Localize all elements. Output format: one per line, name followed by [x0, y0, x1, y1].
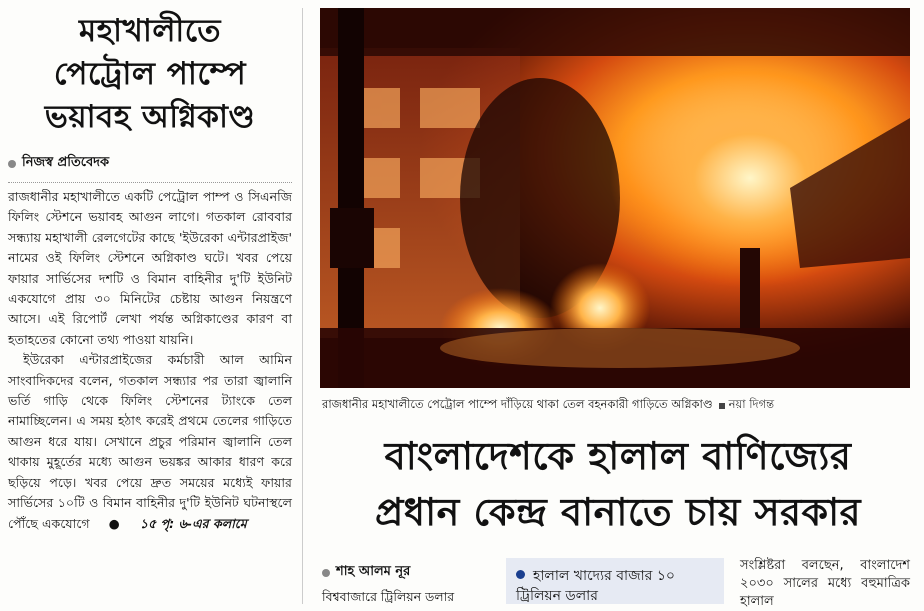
caption-text: রাজধানীর মহাখালীতে পেট্রোল পাম্পে দাঁড়িয়ে থাকা তেল বহনকারী গাড়িতে অগ্নিকাণ্ড	[322, 397, 713, 411]
pull-quote-text: হালাল খাদ্যের বাজার ১০ ট্রিলিয়ন ডলার	[516, 568, 676, 604]
blue-bullet-icon	[516, 570, 525, 579]
left-story-headline[interactable]	[8, 8, 292, 139]
fire-scene-image	[320, 8, 910, 388]
pull-quote-box	[506, 558, 724, 604]
paragraph-text: ইউরেকা এন্টারপ্রাইজের কর্মচারী আল আমিন সাংবাদিকদের বলেন, গতকাল সন্ধ্যার পর তারা জ্বালানি ভর্তি গাড়ি থেকে ফিলিং স্টেশনের ট্যাংকে তেল নামাচ্ছিলেন। এ সময় হঠাৎ করেই প্রথমে তেলের গাড়িতে আগুন ধরে যায়। সেখানে প্রচুর পরিমান জ্বালানি তেল থাকায় মুহূর্তের মধ্যে আগুন ভয়ঙ্কর আকার ধারণ করে ছড়িয়ে পড়ে। খবর পেয়ে দ্রুত সময়ের মধ্যেই ফায়ার সার্ভিসের ১০টি ও বিমান বাহিনীর দু'টি ইউনিট ঘটনাস্থলে পৌঁছে একযোগে	[8, 352, 292, 531]
main-story-byline	[322, 562, 410, 583]
headline-line: বাংলাদেশকে হালাল বাণিজ্যের	[384, 433, 852, 478]
photo-credit	[719, 396, 774, 415]
credit-square-icon	[719, 403, 725, 409]
bullet-icon	[322, 569, 330, 577]
main-story-right-column: সংশ্লিষ্টরা বলছেন, বাংলাদেশ ২০৩০ সালের মধ্যে বহুমাত্রিক হালাল	[740, 558, 910, 609]
fire-photo[interactable]	[320, 8, 910, 388]
divider	[8, 182, 292, 183]
photo-caption	[322, 396, 912, 415]
left-story-body	[8, 187, 292, 534]
byline-text: শাহ আলম নূর	[336, 564, 411, 579]
main-story-body-start: বিশ্ববাজারে ট্রিলিয়ন ডলার	[322, 589, 455, 604]
main-story-headline[interactable]	[318, 428, 918, 540]
headline-line: প্রধান কেন্দ্র বানাতে চায় সরকার	[374, 489, 862, 534]
credit-text: নয়া দিগন্ত	[728, 397, 775, 411]
continued-marker-icon: ●	[108, 515, 120, 531]
continued-link[interactable]	[94, 514, 247, 534]
headline-line: পেট্রোল পাম্পে	[53, 56, 247, 92]
paragraph: রাজধানীর মহাখালীতে একটি পেট্রোল পাম্প ও সিএনজি ফিলিং স্টেশনে ভয়াবহ আগুন লাগে। গতকাল রোববার সন্ধ্যায় মহাখালী রেলগেটের কাছে 'ইউরেকা এন্টারপ্রাইজ' নামের ওই ফিলিং স্টেশনে অগ্নিকাণ্ড ঘটে। খবর পেয়ে ফায়ার সার্ভিসের দশটি ও বিমান বাহিনীর দু'টি ইউনিট একযোগে প্রায় ৩০ মিনিটের চেষ্টায় আগুন নিয়ন্ত্রণে আসে। এই রিপোর্ট লেখা পর্যন্ত অগ্নিকাণ্ডের কারণ বা হতাহতের কোনো তথ্য পাওয়া যায়নি।	[8, 189, 292, 347]
left-story	[8, 8, 292, 604]
byline-text: নিজস্ব প্রতিবেদক	[22, 155, 110, 170]
headline-line: মহাখালীতে	[78, 13, 222, 49]
left-story-byline	[8, 153, 292, 174]
column-divider	[302, 8, 303, 604]
paragraph	[8, 350, 292, 534]
bullet-icon	[8, 160, 16, 168]
continued-text: ১৫ পৃ: ৬-এর কলামে	[139, 515, 247, 531]
headline-line: ভয়াবহ অগ্নিকাণ্ড	[44, 99, 256, 135]
